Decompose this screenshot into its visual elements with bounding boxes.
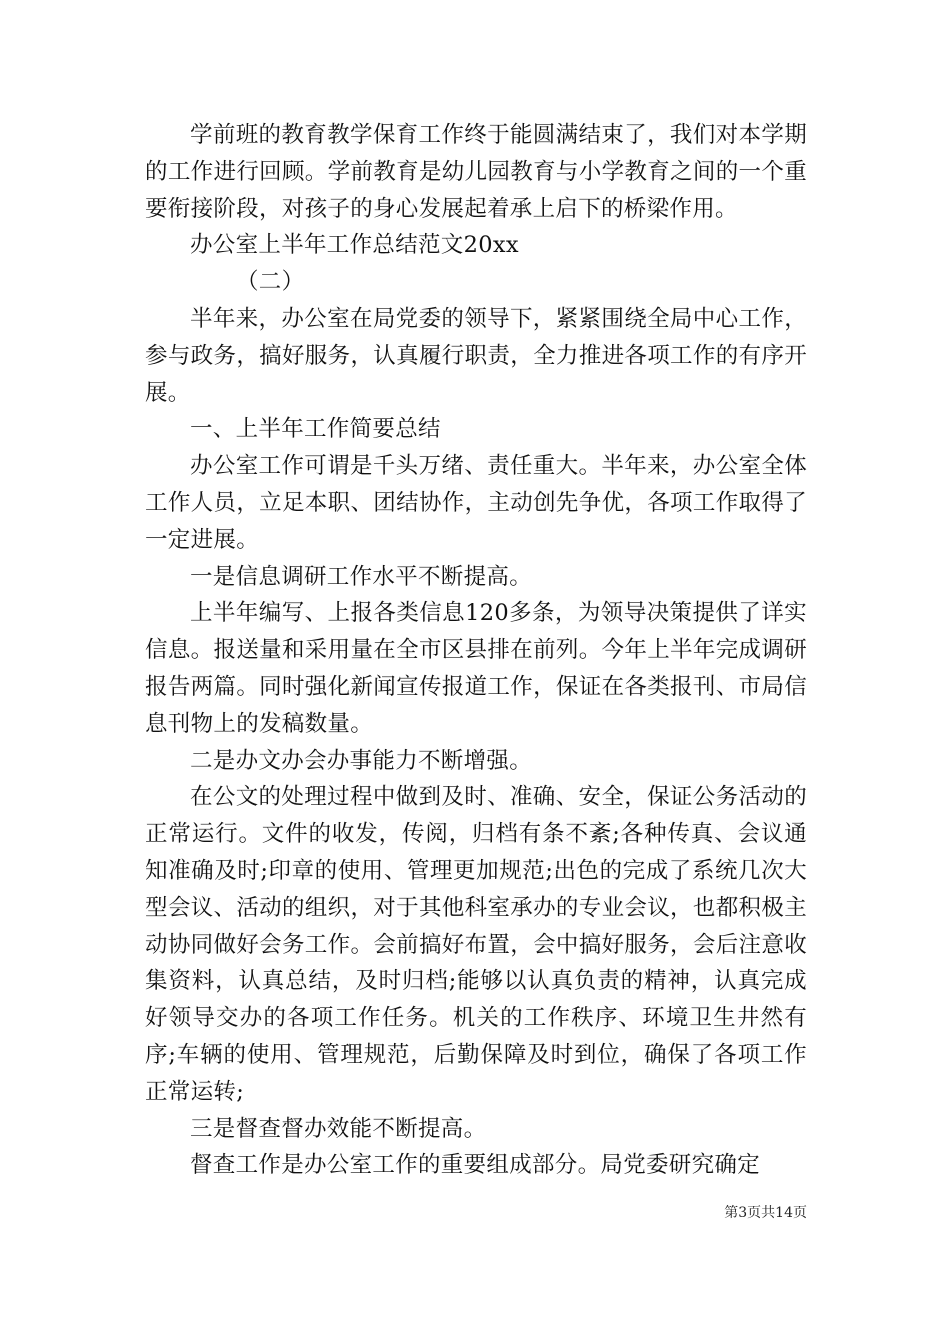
section-number: （二）	[236, 269, 305, 296]
paragraph-supervision: 督查工作是办公室工作的重要组成部分。局党委研究确定	[190, 1152, 761, 1179]
document-title: 办公室上半年工作总结范文20xx	[190, 232, 519, 259]
section-heading-summary: 一、上半年工作简要总结	[190, 416, 441, 443]
paragraph-documents: 在公文的处理过程中做到及时、准确、安全，保证公务活动的正常运行。文件的收发，传阅，归档有条不紊;各种传真、会议通知准确及时;印章的使用、管理更加规范;出色的完成了系统几次大型会议、活动的组织，对于其他科室承办的专业会议，也都积极主动协同做好会务工作。会前搞好布置，会中搞好服务，会后注意收集资料，认真总结，及时归档;能够以认真负责的精神，认真完成好领导交办的各项工作任务。机关的工作秩序、环境卫生井然有序;车辆的使用、管理规范，后勤保障及时到位，确保了各项工作正常运转;	[145, 784, 807, 1105]
paragraph-intro: 学前班的教育教学保育工作终于能圆满结束了，我们对本学期的工作进行回顾。学前教育是幼儿园教育与小学教育之间的一个重要衔接阶段，对孩子的身心发展起着承上启下的桥梁作用。	[145, 122, 807, 222]
paragraph-information: 上半年编写、上报各类信息120多条，为领导决策提供了详实信息。报送量和采用量在全市区县排在前列。今年上半年完成调研报告两篇。同时强化新闻宣传报道工作，保证在各类报刊、市局信息刊物上的发稿数量。	[145, 600, 807, 737]
page-number-footer: 第3页共14页	[724, 1205, 807, 1221]
document-body	[145, 117, 807, 1184]
point-heading-documents: 二是办文办会办事能力不断增强。	[190, 747, 533, 774]
paragraph-summary: 办公室工作可谓是千头万绪、责任重大。半年来，办公室全体工作人员，立足本职、团结协作，主动创先争优，各项工作取得了一定进展。	[145, 453, 807, 553]
paragraph-overview: 半年来，办公室在局党委的领导下，紧紧围绕全局中心工作，参与政务，搞好服务，认真履行职责，全力推进各项工作的有序开展。	[145, 305, 807, 406]
point-heading-supervision: 三是督查督办效能不断提高。	[190, 1115, 487, 1142]
point-heading-information: 一是信息调研工作水平不断提高。	[190, 563, 533, 590]
